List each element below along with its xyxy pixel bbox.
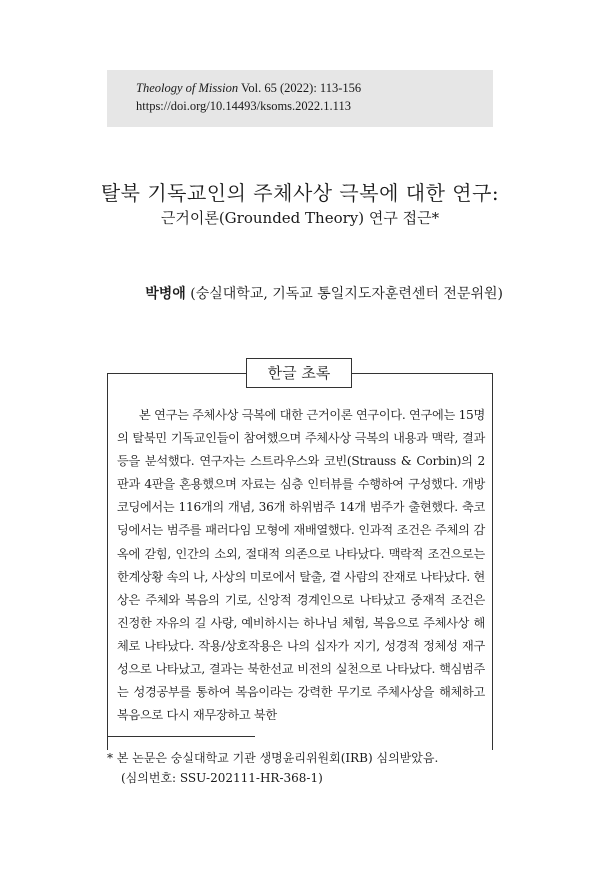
journal-name: Theology of Mission xyxy=(136,81,239,95)
abstract-text: 본 연구는 주체사상 극복에 대한 근거이론 연구이다. 연구에는 15명의 탈북민 기독교인들이 참여했으며 주체사상 극복의 내용과 맥락, 결과 등을 분석했다. 연구자는 스트라우스와 코빈(Strauss & Corbin)의 2판과 4판을 혼용했으며 자료는 심층 인터뷰를 수행하여 구성했다. 개방코딩에서는 116개의 개념, 36개 하위범주 14개 범주가 출현했다. 축코딩에서는 범주를 패러다임 모형에 재배열했다. 인과적 조건은 주체의 감옥에 갇힘, 인간의 소외, 절대적 의존으로 나타났다. 맥락적 조건으로는 한계상황 속의 나, 사상의 미로에서 탈출, 곁 사람의 잔재로 나타났다. 현상은 주체와 복음의 기로, 신앙적 경계인으로 나타났고 중재적 조건은 진정한 자유의 길 사랑, 예비하시는 하나님 체험, 복음으로 주체사상 해체로 나타났다. 작용/상호작용은 나의 십자가 지기, 성경적 정체성 재구성으로 나타났고, 결과는 북한선교 비전의 실천으로 나타났다. 핵심범주는 성경공부를 통하여 복음이라는 강력한 무기로 주체사상을 해체하고 복음으로 다시 재무장하고 북한 xyxy=(117,408,485,723)
footnote-line-2: (심의번호: SSU-202111-HR-368-1) xyxy=(121,771,323,785)
journal-citation xyxy=(136,81,361,96)
abstract-label: 한글 초록 xyxy=(246,358,352,388)
footnote-line-1: * 본 논문은 숭실대학교 기관 생명윤리위원회(IRB) 심의받았음. xyxy=(107,751,439,765)
author-name: 박병애 xyxy=(145,286,186,302)
paper-title: 탈북 기독교인의 주체사상 극복에 대한 연구: xyxy=(100,181,500,205)
author-affiliation: (숭실대학교, 기독교 통일지도자훈련센터 전문위원) xyxy=(190,286,503,302)
footnote-divider xyxy=(107,736,255,737)
doi-link[interactable]: https://doi.org/10.14493/ksoms.2022.1.113 xyxy=(136,99,351,113)
volume-info: Vol. 65 (2022): 113-156 xyxy=(241,81,362,95)
author-line xyxy=(145,283,503,303)
footnote xyxy=(107,748,438,788)
paper-subtitle: 근거이론(Grounded Theory) 연구 접근* xyxy=(160,209,440,227)
